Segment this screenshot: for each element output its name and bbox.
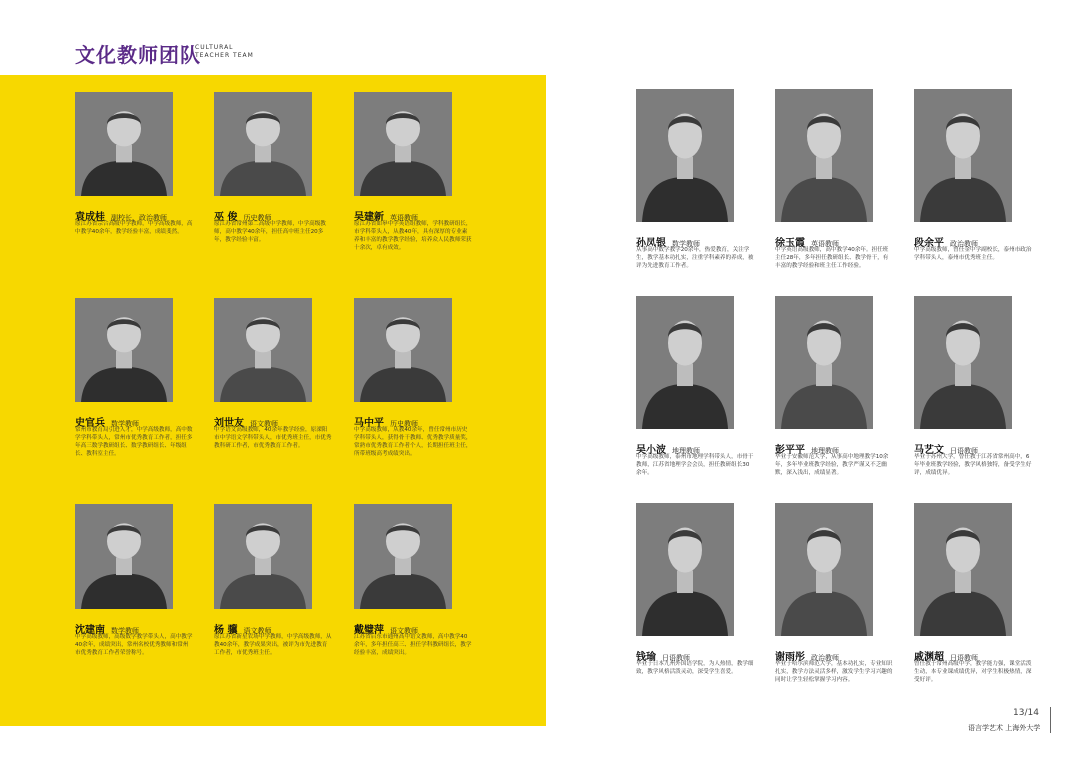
teacher-photo — [914, 503, 1012, 636]
teacher-card — [354, 298, 472, 482]
teacher-photo — [636, 503, 734, 636]
teacher-name: 孙凤银 — [636, 238, 666, 249]
teacher-description: 中学高级教师，曾任金中学副校长，泰州市政治学科带头人，泰州市优秀班主任。 — [914, 247, 1032, 261]
teacher-role: 语文教师 — [250, 420, 278, 428]
teacher-description: 中学高级教师，从教40余年，曾任常州市历史学科带头人，获得骨干教师、优秀教学质量奖，常熟市优秀教育工作者个人，长期担任班主任，所带班级高考成绩突出。 — [354, 427, 472, 457]
teacher-photo — [354, 92, 452, 196]
teacher-name: 段余平 — [914, 238, 944, 249]
teacher-card — [75, 298, 193, 482]
teacher-description: 中学语文高级教师，40余年教学经验，原溧阳市中学语文学科带头人，市优秀班主任，市优秀教科研工作者，市优秀教育工作者。 — [214, 427, 332, 449]
teacher-card — [214, 298, 332, 482]
teacher-card — [914, 503, 1032, 716]
teacher-role: 政治教师 — [811, 654, 839, 662]
teacher-card — [775, 89, 893, 302]
teacher-description: 原江苏省新星农场中学教师，中学高级教师，从教40余年，教学成果突出，被评为市先进教育工作者，市优秀班主任。 — [214, 634, 332, 656]
teacher-role: 语文教师 — [243, 627, 272, 635]
teacher-role: 数学教师 — [672, 240, 700, 248]
teacher-card — [775, 503, 893, 716]
page-title: 文化教师团队 — [75, 43, 201, 67]
teacher-photo — [775, 503, 873, 636]
teacher-name: 谢雨彤 — [775, 652, 805, 663]
teacher-photo — [214, 504, 312, 609]
teacher-photo — [75, 298, 173, 402]
teacher-name: 彭平平 — [775, 445, 805, 456]
teacher-role: 政治教师 — [950, 240, 978, 248]
teacher-role: 日语教师 — [950, 654, 978, 662]
teacher-role: 副校长、政治教师 — [111, 214, 167, 222]
teacher-name: 刘世友 — [214, 418, 244, 429]
teacher-name: 吴建新 — [354, 212, 384, 223]
teacher-name: 徐玉霞 — [775, 238, 805, 249]
teacher-name: 袁成桂 — [75, 212, 105, 223]
teacher-photo — [636, 296, 734, 429]
footer-text: 语言学艺术 上海外大学 — [968, 724, 1041, 732]
page-divider — [1050, 707, 1051, 733]
teacher-photo — [775, 89, 873, 222]
teacher-description: 毕业于日本九州外国语学院，为人热情，教学细致，教学风格活泼灵动，深受学生喜爱。 — [636, 661, 754, 675]
teacher-description: 曾任教于常州高级中学，教学能力强，课堂活泼生动，本专业课成绩优异，对学生积极热情，深受好评。 — [914, 661, 1032, 683]
teacher-description: 毕业于哈尔滨师范大学，基本功扎实，专业知识扎实，教学方法灵活多样，激发学生学习兴趣的同时让学生轻松掌握学习内容。 — [775, 661, 893, 683]
teacher-card — [75, 504, 193, 689]
page-subtitle — [195, 44, 254, 60]
teacher-description: 中学高级教师，高级数学教学带头人，高中教学40余年，成绩突出，常州名校优秀教师和常州市优秀教育工作者荣誉称号。 — [75, 634, 193, 656]
teacher-name: 吴小波 — [636, 445, 666, 456]
teacher-role: 历史教师 — [243, 214, 272, 222]
teacher-description: 毕业于安徽师范大学，从事高中地理教学10余年，多年毕业班教学经验，教学严谨又不乏幽默，深入浅出，成绩显著。 — [775, 454, 889, 476]
teacher-photo — [354, 504, 452, 609]
teacher-role: 历史教师 — [390, 420, 418, 428]
teacher-role: 日语教师 — [950, 447, 978, 455]
teacher-name: 杨 骥 — [214, 625, 238, 636]
teacher-description: 中学高级教师，泰州市地理学科带头人，市骨干教师，江苏省地理学会会员，担任教研组长30余年。 — [636, 454, 754, 476]
teacher-card — [75, 92, 193, 276]
subtitle-line-2: TEACHER TEAM — [195, 52, 254, 59]
teacher-card — [636, 503, 754, 716]
subtitle-line-1: CULTURAL — [195, 44, 234, 51]
teacher-photo — [636, 89, 734, 222]
teacher-role: 数学教师 — [111, 420, 139, 428]
teacher-role: 日语教师 — [662, 654, 690, 662]
teacher-role: 地理教师 — [672, 447, 700, 455]
teacher-card — [775, 296, 893, 509]
teacher-photo — [914, 89, 1012, 222]
teacher-card — [914, 89, 1032, 302]
page-number: 13/14 — [1013, 708, 1039, 718]
teacher-photo — [914, 296, 1012, 429]
teacher-description: 原江苏省如皋中学英语组教师，学科教研组长，市学科带头人，从教40年，具有深厚的专业素养和丰富的教学教学经验，培养众人民教师荣获十余次，卓有成效。 — [354, 221, 472, 251]
teacher-role: 语文教师 — [390, 627, 418, 635]
teacher-role: 英语教师 — [811, 240, 839, 248]
teacher-description: 毕业于苏州大学，曾任教于江苏省常州高中，6年毕业班教学经验，教学风格独特，备受学生好评，成绩优异。 — [914, 454, 1032, 476]
teacher-description: 中学英语高级教师，高中教学40余年。担任班主任28年，多年担任教研组长、教学骨干，有丰富的教学经验和班主任工作经验。 — [775, 247, 889, 269]
teacher-role: 地理教师 — [811, 447, 839, 455]
teacher-name: 戚渊超 — [914, 652, 944, 663]
teacher-card — [354, 92, 472, 276]
teacher-card — [214, 504, 332, 689]
teacher-description: 从事高中数学教学20余年，热爱教育，关注学生，教学基本功扎实，注重学科素养的养成，被评为先进教育工作者。 — [636, 247, 754, 269]
teacher-card — [354, 504, 472, 689]
teacher-name: 史官兵 — [75, 418, 105, 429]
teacher-description: 江苏省启东市通州高中语文教师，高中教学40余年，多年担任高三、担任学科教研组长，教学经验丰富，成绩突出。 — [354, 634, 472, 656]
teacher-photo — [214, 298, 312, 402]
teacher-card — [636, 89, 754, 302]
teacher-card — [214, 92, 332, 276]
teacher-name: 钱瑜 — [636, 652, 656, 663]
teacher-photo — [75, 504, 173, 609]
teacher-card — [636, 296, 754, 509]
teacher-photo — [775, 296, 873, 429]
teacher-card — [914, 296, 1032, 509]
teacher-photo — [214, 92, 312, 196]
teacher-photo — [75, 92, 173, 196]
teacher-description: 常州市教育局引进人才，中学高级教师，高中数学学科带头人，常州市优秀教育工作者，担任多年高三数学教研组长、数学教研组长、年级组长、教科室主任。 — [75, 427, 193, 457]
teacher-description: 原江苏省常州第二高级中学教师，中学高级教师，高中教学40余年，担任高中班主任20多年，教学经验丰富。 — [214, 221, 326, 243]
teacher-role: 数学教师 — [111, 627, 139, 635]
teacher-role: 英语教师 — [390, 214, 418, 222]
teacher-description: 原江苏省宗合高级中学教师，中学高级教师，高中教学40余年，教学经验丰富，成绩斐然。 — [75, 221, 193, 235]
teacher-photo — [354, 298, 452, 402]
teacher-name: 戴璧萍 — [354, 625, 384, 636]
teacher-name: 马中平 — [354, 418, 384, 429]
teacher-name: 马艺文 — [914, 445, 944, 456]
teacher-name: 沈建南 — [75, 625, 105, 636]
teacher-name: 巫 俊 — [214, 212, 238, 223]
